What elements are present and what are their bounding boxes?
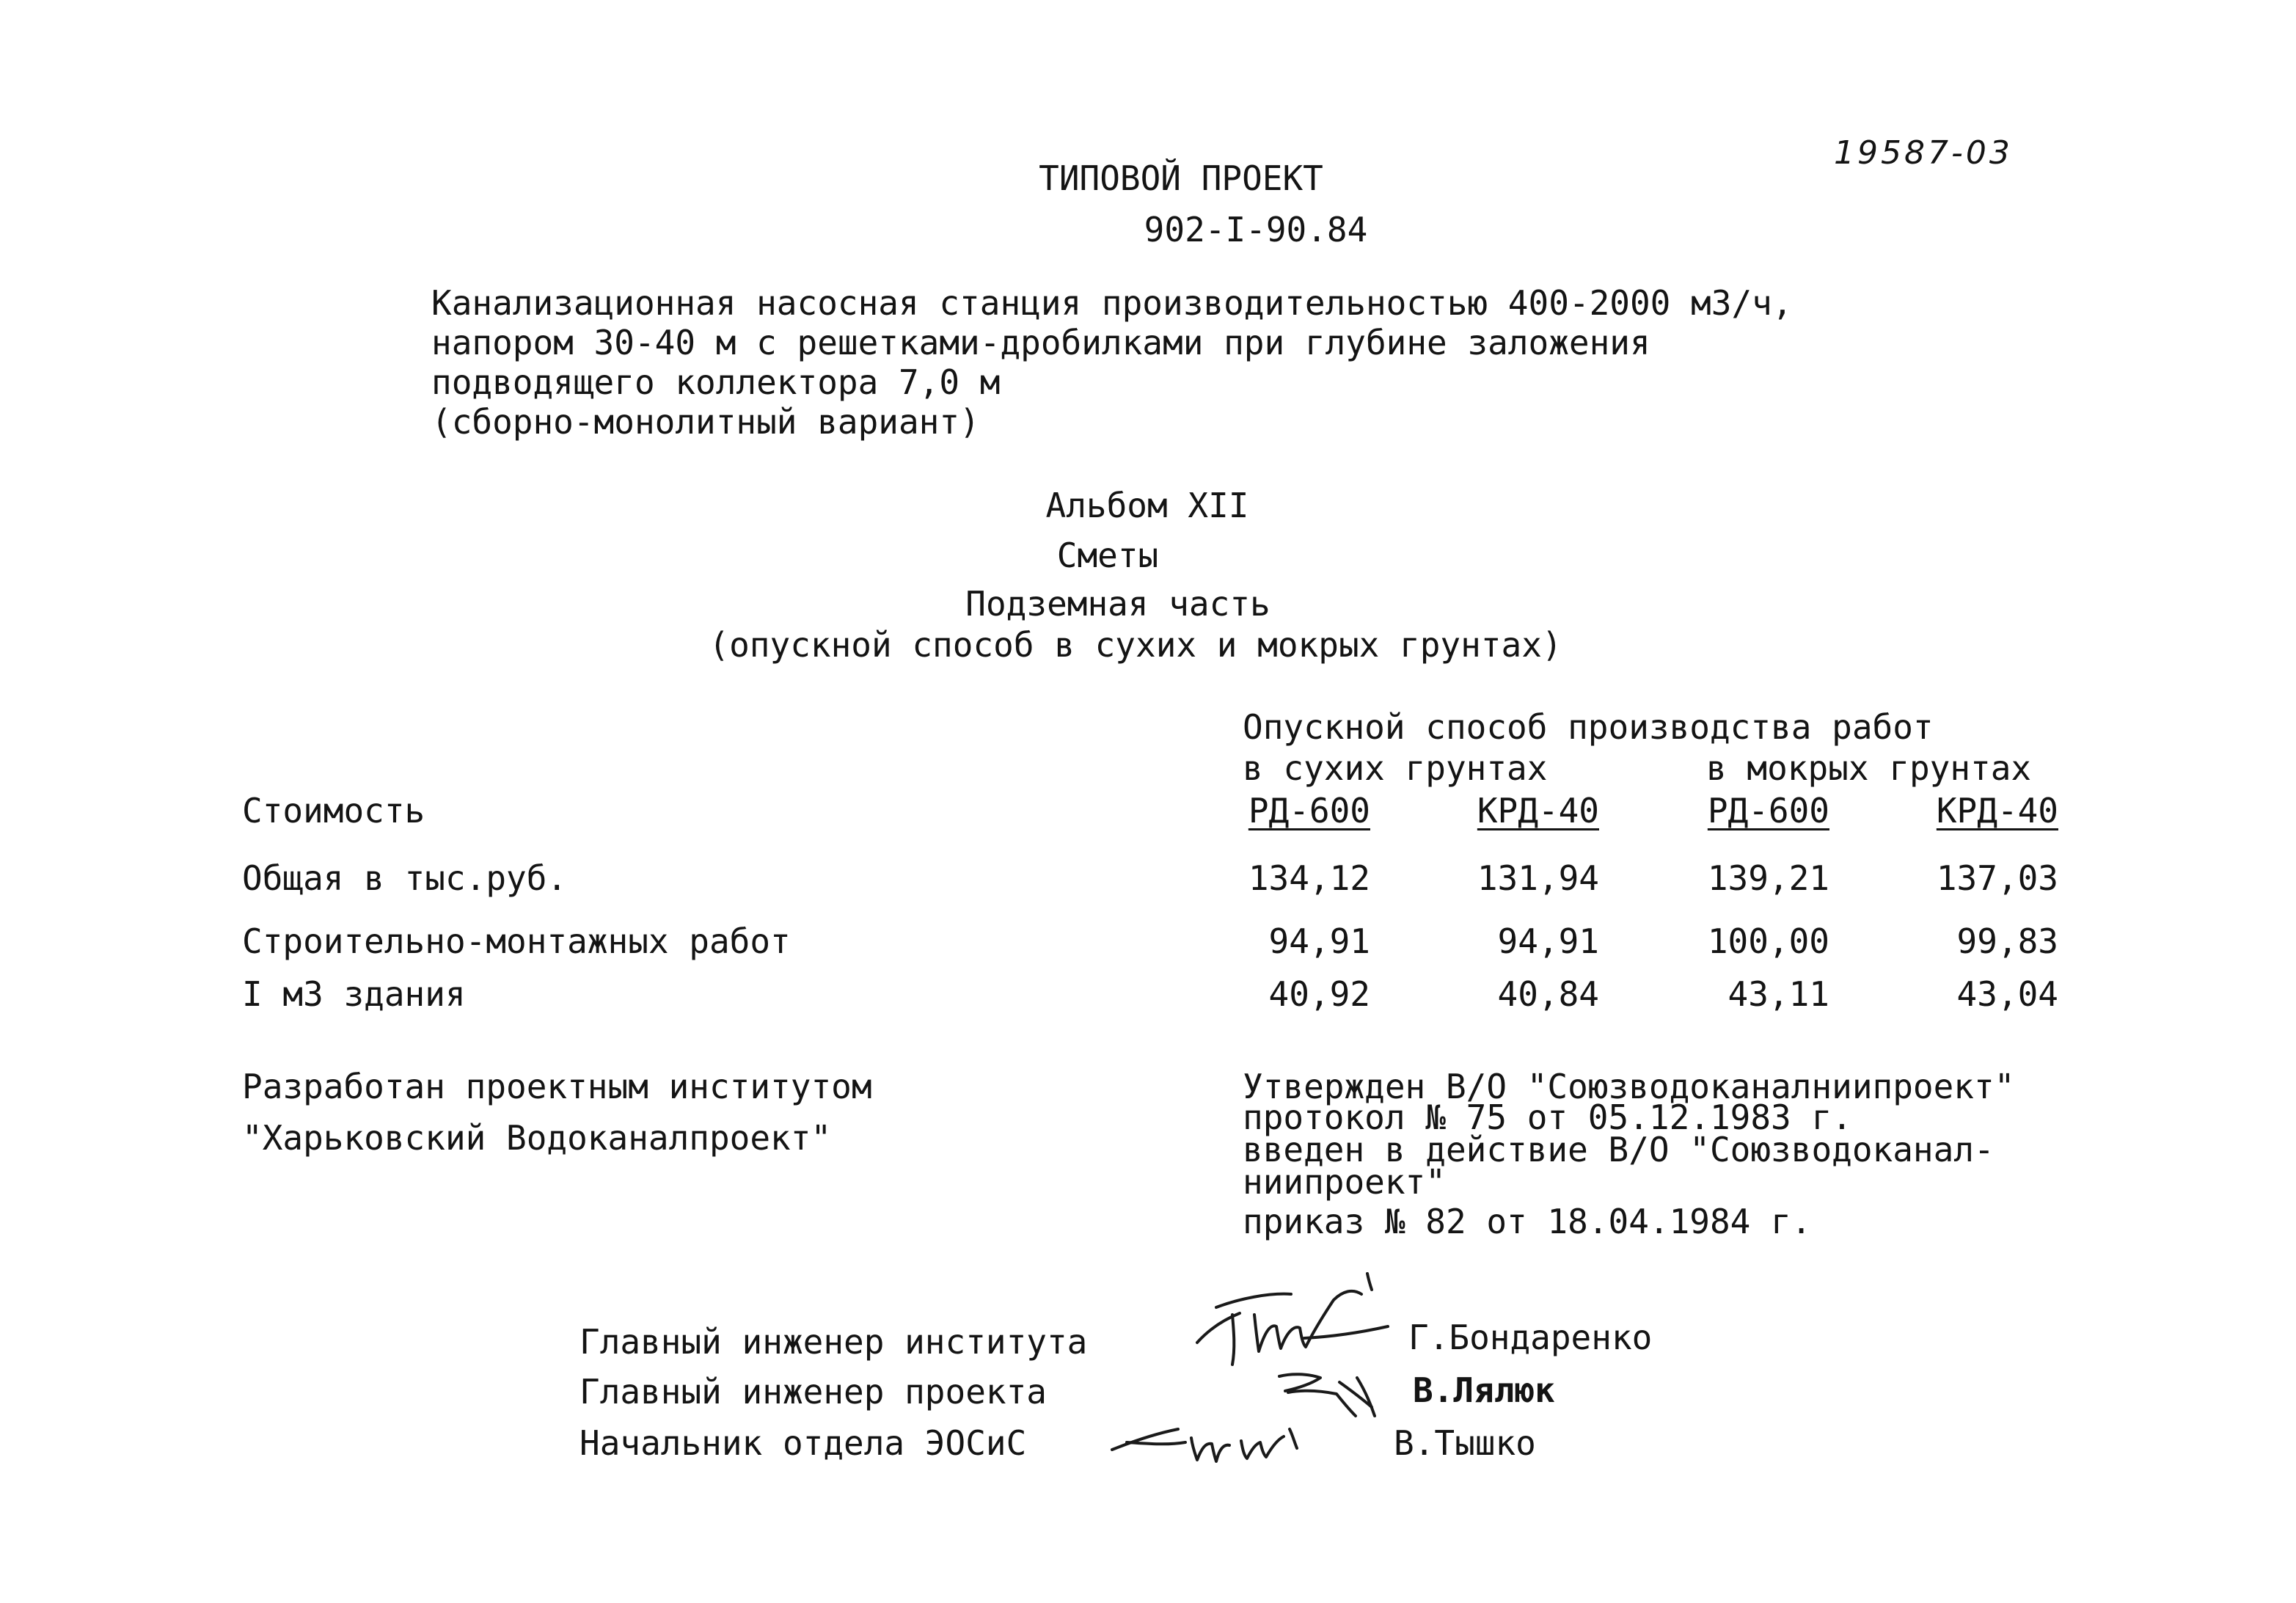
table-cell: 40,84	[1497, 974, 1599, 1014]
project-code: 902-I-90.84	[1144, 210, 1368, 249]
table-subgroup-wet: в мокрых грунтах	[1706, 748, 2032, 788]
approval-line-4: ниипроект"	[1243, 1162, 1446, 1202]
table-cell: 40,92	[1268, 974, 1370, 1014]
handwritten-signature	[1188, 1262, 1401, 1372]
description-line-2: напором 30-40 м с решетками-дробилками при глубине заложения	[431, 323, 1650, 362]
table-row-label: Строительно-монтажных работ	[242, 921, 791, 961]
table-cell: 99,83	[1956, 921, 2058, 961]
column-header-dry-rd600: РД-600	[1248, 791, 1370, 830]
method-label: (опускной способ в сухих и мокрых грунтах)	[709, 625, 1562, 665]
column-header-wet-rd600: РД-600	[1707, 791, 1829, 830]
column-header-wet-krd40: КРД-40	[1936, 791, 2058, 830]
table-cell: 43,04	[1956, 974, 2058, 1014]
table-row-label: Общая в тыс.руб.	[242, 858, 568, 898]
doc-number: 19587-03	[1834, 134, 2013, 172]
description-line-4: (сборно-монолитный вариант)	[431, 402, 980, 442]
signature-name: В.Лялюк	[1413, 1370, 1555, 1410]
table-cell: 94,91	[1268, 921, 1370, 961]
signature-role: Начальник отдела ЭОСиС	[580, 1423, 1027, 1463]
developer-line-1: Разработан проектным институтом	[242, 1067, 872, 1106]
signature-role: Главный инженер института	[580, 1322, 1088, 1362]
signature-name: Г.Бондаренко	[1408, 1318, 1653, 1357]
table-cell: 134,12	[1248, 858, 1370, 898]
description-line-1: Канализационная насосная станция производительностью 400-2000 м3/ч,	[431, 283, 1793, 323]
developer-line-2: "Харьковский Водоканалпроект"	[242, 1118, 832, 1158]
approval-line-3: введен в действие В/О "Союзводоканал-	[1243, 1130, 1995, 1169]
approval-line-1: Утвержден В/О "Союзводоканалниипроект"	[1243, 1067, 2015, 1106]
part-label: Подземная часть	[965, 584, 1271, 624]
section-label: Сметы	[1056, 536, 1159, 575]
table-cell: 137,03	[1936, 858, 2058, 898]
description-line-3: подводящего коллектора 7,0 м	[431, 362, 1001, 402]
table-row-header: Стоимость	[242, 791, 425, 830]
table-row-label: I м3 здания	[242, 974, 466, 1014]
table-cell: 131,94	[1477, 858, 1599, 898]
table-group-header: Опускной способ производства работ	[1243, 707, 1934, 747]
approval-line-2: протокол № 75 от 05.12.1983 г.	[1243, 1098, 1852, 1137]
table-cell: 43,11	[1728, 974, 1829, 1014]
approval-line-5: приказ № 82 от 18.04.1984 г.	[1243, 1202, 1812, 1241]
table-cell: 139,21	[1707, 858, 1829, 898]
table-cell: 100,00	[1707, 921, 1829, 961]
album-label: Альбом XII	[1045, 486, 1249, 525]
signature-name: В.Тышко	[1394, 1423, 1536, 1463]
doc-title: ТИПОВОЙ ПРОЕКТ	[1039, 158, 1323, 198]
column-header-dry-krd40: КРД-40	[1477, 791, 1599, 830]
signature-role: Главный инженер проекта	[580, 1372, 1047, 1412]
handwritten-signature	[1105, 1416, 1325, 1475]
table-subgroup-dry: в сухих грунтах	[1243, 748, 1548, 788]
table-cell: 94,91	[1497, 921, 1599, 961]
